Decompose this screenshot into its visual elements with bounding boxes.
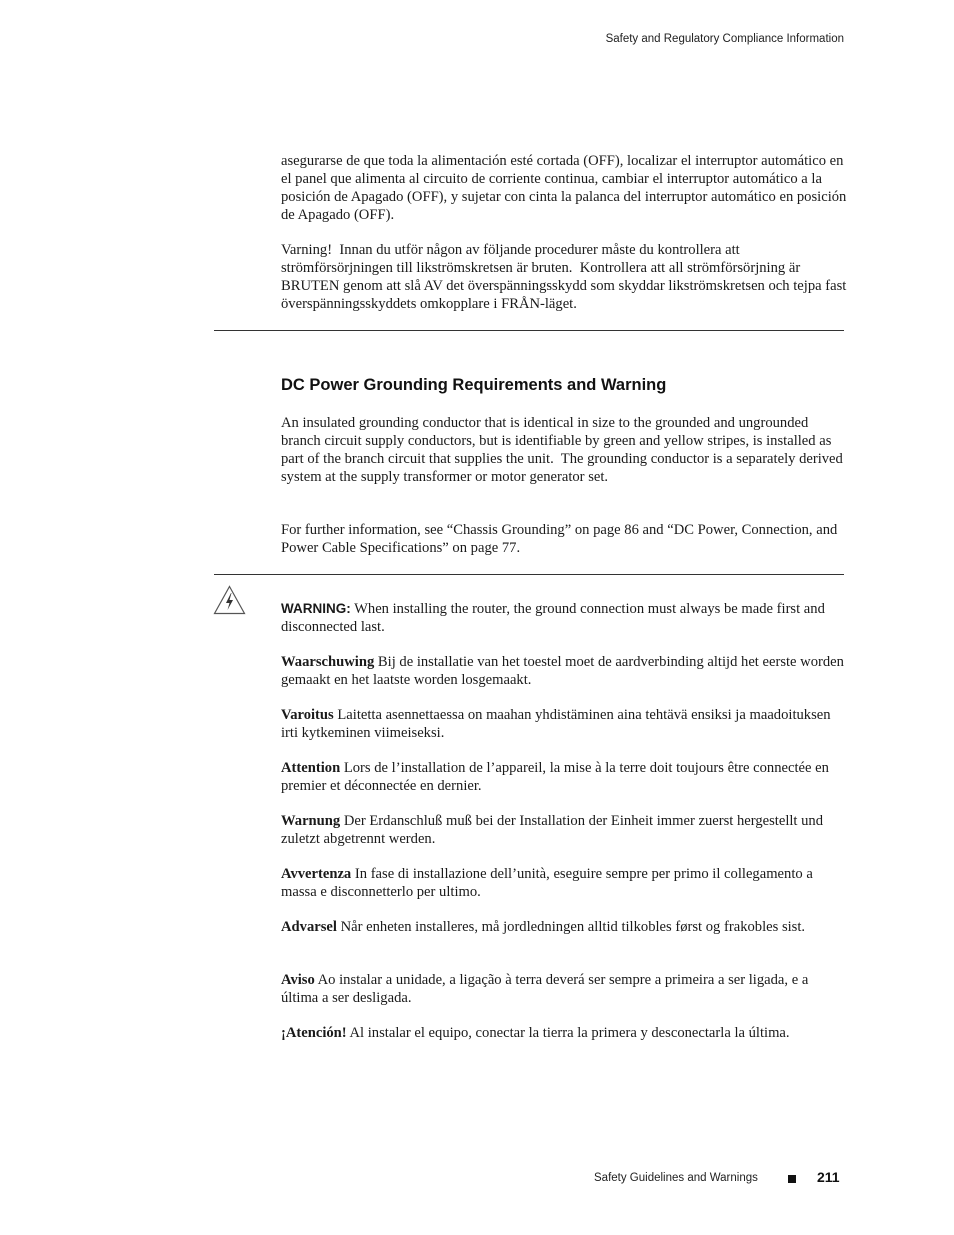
further-information-text: For further information, see “Chassis Grounding” on page 86 and “DC Power, Connection, and Power Cable Specifications” on page 77. xyxy=(281,522,838,556)
section-title: DC Power Grounding Requirements and Warning xyxy=(281,376,667,394)
warning-text: In fase di installazione dell’unità, eseguire sempre per primo il collegamento a massa e disconnetterlo per ultimo. xyxy=(281,866,813,900)
warning-label: Advarsel xyxy=(281,919,337,935)
section-divider-warning xyxy=(214,574,844,575)
warning-label: ¡Atención! xyxy=(281,1025,347,1041)
footer-section-name: Safety Guidelines and Warnings xyxy=(594,1172,758,1184)
warning-entry-italian xyxy=(281,865,847,901)
section-paragraph-2 xyxy=(281,521,847,557)
warning-entry-spanish xyxy=(281,1024,847,1042)
warning-text: Bij de installatie van het toestel moet de aardverbinding altijd het eerste worden gemaakt en het laatste worden losgemaakt. xyxy=(281,654,844,688)
warning-label: Waarschuwing xyxy=(281,654,375,670)
section-paragraph-1 xyxy=(281,414,847,486)
intro-swedish-paragraph xyxy=(281,241,850,313)
warning-text: Når enheten installeres, må jordledningen alltid tilkobles først og frakobles sist. xyxy=(336,919,806,935)
intro-spanish-paragraph xyxy=(281,152,847,224)
warning-label: Aviso xyxy=(281,972,315,988)
page-number: 211 xyxy=(817,1169,840,1185)
swedish-warning-text: Varning! Innan du utför någon av följande procedurer måste du kontrollera att strömförsörjningen till likströmskretsen är bruten. Kontrollera att all strömförsörjning är BRUTEN genom att slå AV det överspänningsskydd som skyddar likströmskretsen och tejpa fast överspänningsskyddets omkopplare i FRÅN-läget. xyxy=(281,242,850,312)
running-header: Safety and Regulatory Compliance Information xyxy=(605,33,844,45)
warning-entry-norwegian xyxy=(281,918,847,936)
warning-text: Ao instalar a unidade, a ligação à terra deverá ser sempre a primeira a ser ligada, e a última a ser desligada. xyxy=(281,972,809,1006)
warning-text: When installing the router, the ground connection must always be made first and disconnected last. xyxy=(281,601,825,635)
warning-entry-finnish xyxy=(281,706,847,742)
grounding-conductor-text: An insulated grounding conductor that is identical in size to the grounded and ungrounded branch circuit supply conductors, but is identifiable by green and yellow stripes, is installed as part of the branch circuit that supplies the unit. The grounding conductor is a separately derived system at the supply transformer or motor generator set. xyxy=(281,415,847,485)
warning-label: Warnung xyxy=(281,813,341,829)
electrical-hazard-icon xyxy=(213,585,246,615)
warning-entry-german xyxy=(281,812,847,848)
warning-text: Lors de l’installation de l’appareil, la mise à la terre doit toujours être connectée en premier et déconnectée en dernier. xyxy=(281,760,829,794)
warning-entry-portuguese xyxy=(281,971,847,1007)
warning-entry-dutch xyxy=(281,653,847,689)
warning-label: Attention xyxy=(281,760,341,776)
warning-label: Avvertenza xyxy=(281,866,352,882)
spanish-continuation-text: asegurarse de que toda la alimentación esté cortada (OFF), localizar el interruptor automático en el panel que alimenta al circuito de corriente continua, cambiar el interruptor automático a la posición de Apagado (OFF), y sujetar con cinta la palanca del interruptor automático en posición de Apagado (OFF). xyxy=(281,153,847,223)
section-divider-top xyxy=(214,330,844,331)
warning-entry-english xyxy=(281,600,847,636)
warning-label: Varoitus xyxy=(281,707,334,723)
warning-text: Al instalar el equipo, conectar la tierra la primera y desconectarla la última. xyxy=(346,1025,790,1041)
warning-text: Der Erdanschluß muß bei der Installation der Einheit immer zuerst hergestellt und zuletzt abgetrennt werden. xyxy=(281,813,824,847)
warning-label: WARNING: xyxy=(281,601,351,616)
warning-entry-french xyxy=(281,759,847,795)
warning-text: Laitetta asennettaessa on maahan yhdistäminen aina tehtävä ensiksi ja maadoituksen irti kytkeminen viimeiseksi. xyxy=(281,707,831,741)
footer-square-bullet xyxy=(788,1175,796,1183)
